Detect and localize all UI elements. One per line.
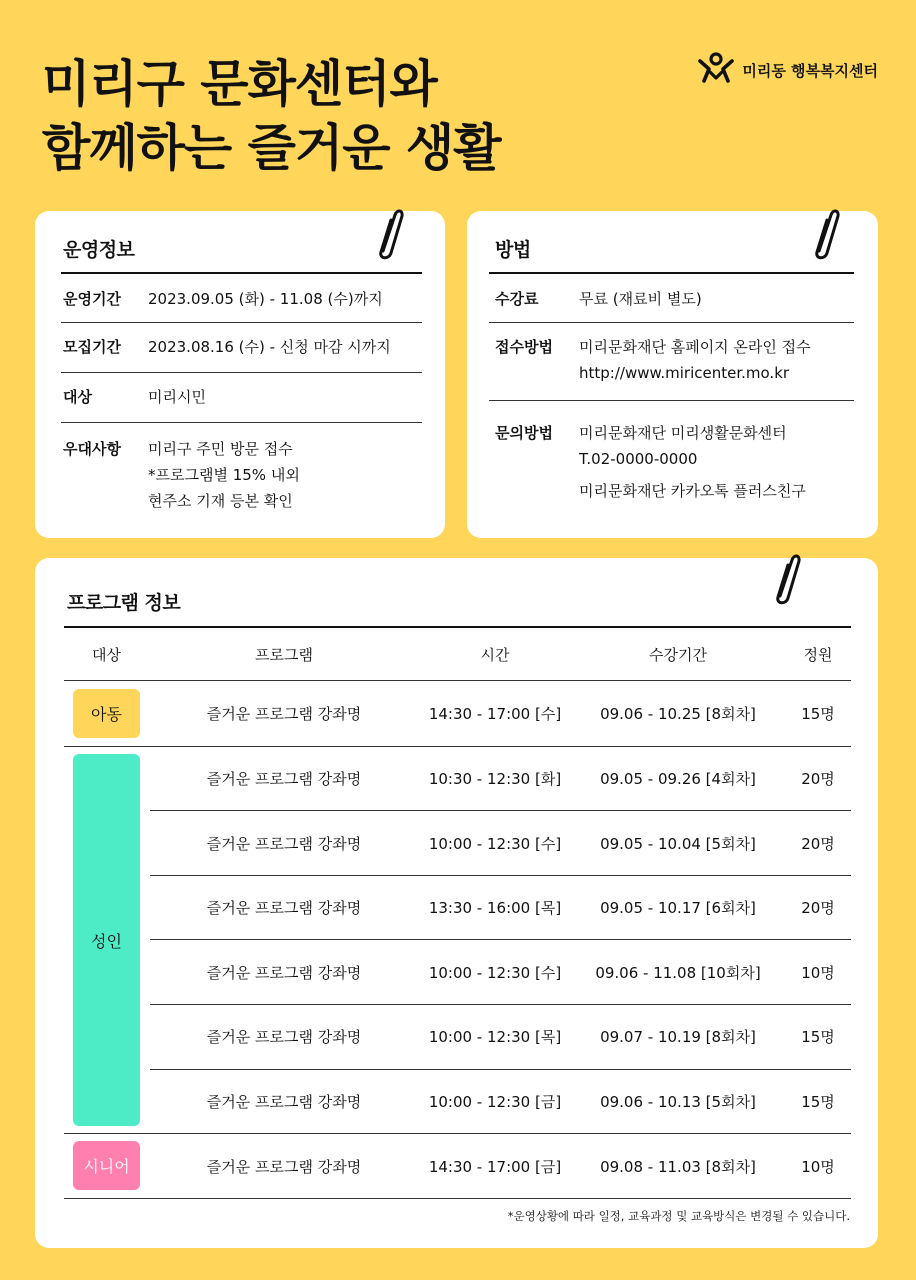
program-name-cell: 즐거운 프로그램 강좌명 — [206, 1092, 362, 1111]
column-header-time: 시간 — [480, 646, 510, 664]
capacity-cell: 15명 — [801, 705, 835, 724]
brand-name: 미리동 행복복지센터 — [742, 61, 878, 80]
column-header-target: 대상 — [92, 646, 121, 664]
time-cell: 13:30 - 16:00 [목] — [428, 899, 562, 918]
period-cell: 09.06 - 11.08 [10회차] — [595, 963, 761, 982]
title-line-1: 미리구 문화센터와 — [42, 55, 437, 113]
operation-row-label: 우대사항 — [63, 440, 121, 458]
column-header-program: 프로그램 — [255, 646, 313, 664]
operation-row-value: *프로그램별 15% 내외 — [148, 466, 300, 484]
operation-row-value: 2023.08.16 (수) - 신청 마감 시까지 — [148, 338, 391, 356]
period-cell: 09.08 - 11.03 [8회차] — [600, 1157, 756, 1176]
program-name-cell: 즐거운 프로그램 강좌명 — [206, 769, 362, 788]
operation-row-value: 미리시민 — [148, 388, 206, 406]
program-name-cell: 즐거운 프로그램 강좌명 — [206, 1157, 362, 1176]
brand — [696, 52, 878, 88]
row-divider — [150, 939, 851, 940]
program-info-card — [35, 558, 878, 1248]
operation-row-label: 모집기간 — [63, 338, 121, 356]
program-name-cell: 즐거운 프로그램 강좌명 — [206, 1028, 362, 1047]
period-cell: 09.05 - 10.17 [6회차] — [600, 899, 756, 918]
operation-row-value: 2023.09.05 (화) - 11.08 (수)까지 — [148, 290, 383, 308]
row-divider — [150, 1004, 851, 1005]
row-divider — [150, 1069, 851, 1070]
title-line-2: 함께하는 즐거운 생활 — [42, 119, 501, 177]
method-row-value: http://www.miricenter.mo.kr — [579, 364, 790, 382]
target-group-badge: 아동 — [73, 689, 140, 738]
method-row-value: T.02-0000-0000 — [579, 450, 698, 468]
row-divider — [150, 875, 851, 876]
period-cell: 09.06 - 10.13 [5회차] — [600, 1092, 756, 1111]
time-cell: 10:00 - 12:30 [수] — [428, 963, 562, 982]
time-cell: 10:30 - 12:30 [화] — [428, 769, 562, 788]
capacity-cell: 20명 — [801, 899, 835, 918]
column-header-period: 수강기간 — [649, 646, 707, 664]
method-row-value: 미리문화재단 카카오톡 플러스친구 — [579, 482, 806, 500]
program-name-cell: 즐거운 프로그램 강좌명 — [206, 899, 362, 918]
operation-row-value: 미리구 주민 방문 접수 — [148, 440, 293, 458]
operation-row-label: 대상 — [63, 388, 92, 406]
program-name-cell: 즐거운 프로그램 강좌명 — [206, 705, 362, 724]
program-name-cell: 즐거운 프로그램 강좌명 — [206, 963, 362, 982]
column-header-capacity: 정원 — [803, 646, 833, 664]
center-logo-icon — [696, 52, 736, 88]
period-cell: 09.05 - 10.04 [5회차] — [600, 834, 756, 853]
period-cell: 09.06 - 10.25 [8회차] — [600, 705, 756, 724]
program-name-cell: 즐거운 프로그램 강좌명 — [206, 834, 362, 853]
row-divider — [64, 1198, 851, 1199]
time-cell: 10:00 - 12:30 [수] — [428, 834, 562, 853]
page-title — [42, 52, 501, 180]
row-divider — [150, 810, 851, 811]
capacity-cell: 10명 — [801, 1157, 835, 1176]
operation-info-title: 운영정보 — [63, 239, 135, 261]
row-divider — [64, 1133, 851, 1134]
capacity-cell: 15명 — [801, 1092, 835, 1111]
capacity-cell: 15명 — [801, 1028, 835, 1047]
operation-row-label: 운영기간 — [63, 290, 121, 308]
time-cell: 14:30 - 17:00 [수] — [428, 705, 562, 724]
period-cell: 09.07 - 10.19 [8회차] — [600, 1028, 756, 1047]
time-cell: 10:00 - 12:30 [목] — [428, 1028, 562, 1047]
time-cell: 14:30 - 17:00 [금] — [428, 1157, 562, 1176]
program-info-title: 프로그램 정보 — [67, 592, 181, 614]
period-cell: 09.05 - 09.26 [4회차] — [600, 769, 756, 788]
target-group-badge: 시니어 — [73, 1141, 140, 1190]
row-divider — [64, 746, 851, 747]
method-row-value: 미리문화재단 미리생활문화센터 — [579, 424, 787, 442]
method-row-value: 무료 (재료비 별도) — [579, 290, 702, 308]
time-cell: 10:00 - 12:30 [금] — [428, 1092, 562, 1111]
capacity-cell: 20명 — [801, 834, 835, 853]
footnote: *운영상황에 따라 일정, 교육과정 및 교육방식은 변경될 수 있습니다. — [507, 1209, 850, 1223]
method-row-value: 미리문화재단 홈페이지 온라인 접수 — [579, 338, 811, 356]
paperclip-icon — [373, 203, 407, 265]
capacity-cell: 20명 — [801, 769, 835, 788]
target-group-badge: 성인 — [73, 754, 140, 1126]
operation-row-value: 현주소 기재 등본 확인 — [148, 492, 293, 510]
method-row-label: 수강료 — [495, 290, 539, 308]
method-row-label: 접수방법 — [495, 338, 553, 356]
operation-info-card — [35, 211, 445, 538]
paperclip-icon — [809, 203, 843, 265]
method-card — [467, 211, 878, 538]
method-row-label: 문의방법 — [495, 424, 553, 442]
paperclip-icon — [770, 548, 804, 610]
method-title: 방법 — [495, 239, 531, 261]
capacity-cell: 10명 — [801, 963, 835, 982]
